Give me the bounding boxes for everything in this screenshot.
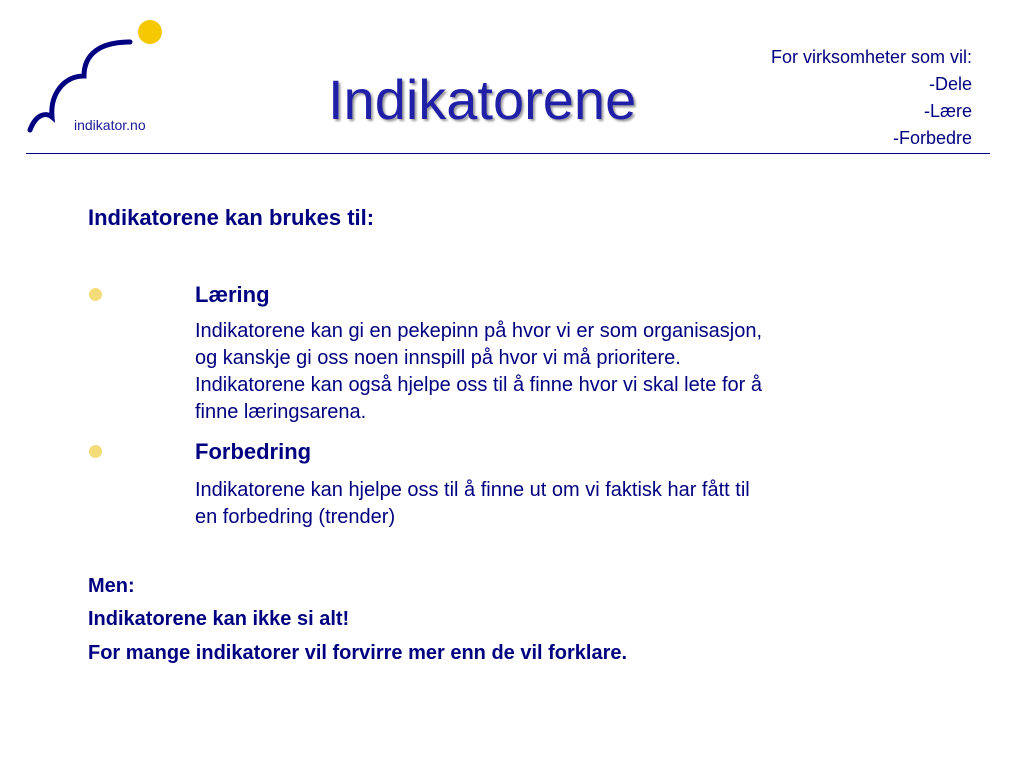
closing-line-men: Men: bbox=[88, 575, 135, 597]
tagline-line: -Lære bbox=[923, 101, 972, 121]
item-body-forbedring: Indikatorene kan hjelpe oss til å finne ut om vi faktisk har fått til en forbedring (trender) bbox=[195, 479, 750, 528]
bullet-icon bbox=[89, 445, 102, 458]
header-divider bbox=[26, 153, 990, 154]
section-heading: Indikatorene kan brukes til: bbox=[88, 205, 375, 230]
tagline-line: -Dele bbox=[928, 74, 972, 94]
tagline-line: For virksomheter som vil: bbox=[770, 47, 972, 67]
logo-text: indikator.no bbox=[74, 117, 146, 133]
item-body-laering: Indikatorene kan gi en pekepinn på hvor vi er som organisasjon, og kanskje gi oss noen innspill på hvor vi må prioritere. Indikatorene kan også hjelpe oss til å finne hvor vi skal lete for å finne læringsarena. bbox=[195, 320, 763, 423]
item-title-forbedring: Forbedring bbox=[195, 439, 312, 464]
slide-title: Indikatorene bbox=[328, 68, 637, 131]
closing-line-forvirre: For mange indikatorer vil forvirre mer enn de vil forklare. bbox=[88, 642, 628, 664]
bullet-icon bbox=[89, 288, 102, 301]
closing-line-ikke-alt: Indikatorene kan ikke si alt! bbox=[88, 608, 350, 630]
tagline-line: -Forbedre bbox=[892, 128, 972, 148]
item-title-laering: Læring bbox=[195, 282, 270, 307]
logo-sun-icon bbox=[138, 20, 162, 44]
tagline bbox=[771, 44, 972, 152]
